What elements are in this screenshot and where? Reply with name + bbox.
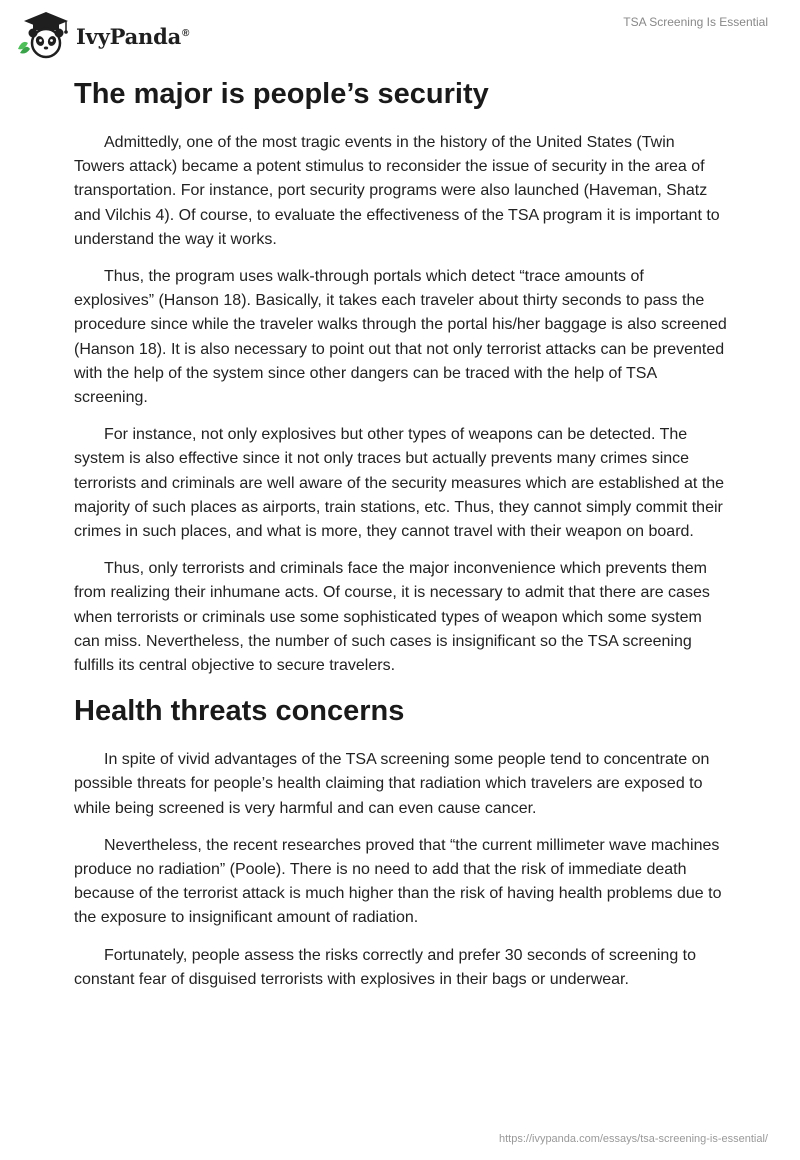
paragraph: In spite of vivid advantages of the TSA screening some people tend to concentrate on possible threats for people’s health claiming that radiation which travelers are exposed to while being screened is very harmful and can even cause cancer. [74, 751, 710, 817]
paragraph: Thus, the program uses walk-through portals which detect “trace amounts of explosives” (Hanson 18). Basically, it takes each traveler about thirty seconds to pass the procedure since while the traveler walks through the portal his/her baggage is also screened (Hanson 18). It is also necessary to point out that not only terrorist attacks can be prevented with the help of the system since other dangers can be traced with the help of TSA screening. [74, 268, 727, 407]
logo-wordmark: IvyPanda® [76, 23, 190, 49]
paragraph: Thus, only terrorists and criminals face the major inconvenience which prevents them from realizing their inhumane acts. Of course, it is necessary to admit that there are cases when terrorists or criminals use some sophisticated types of weapon which some system can miss. Nevertheless, the number of such cases is insignificant so the TSA screening fulfills its central objective to secure travelers. [74, 560, 710, 675]
document-title: TSA Screening Is Essential [623, 15, 768, 29]
page-header [0, 0, 800, 70]
essay-content [74, 70, 728, 1005]
paragraph: Nevertheless, the recent researches proved that “the current millimeter wave machines produce no radiation” (Poole). There is no need to add that the risk of immediate death because of the terrorist attack is much higher than the risk of having health problems due to the exposure to insignificant amount of radiation. [74, 836, 722, 927]
section-heading-security: The major is people’s security [74, 78, 489, 110]
section-heading-health: Health threats concerns [74, 695, 405, 728]
registered-mark: ® [182, 27, 190, 39]
paragraph: For instance, not only explosives but other types of weapons can be detected. The system is also effective since it not only traces but actually prevents many crimes since terrorists and criminals are well aware of the security measures which are established at the majority of such places as airports, train stations, etc. Thus, they cannot simply commit their crimes in such places, and what is more, they cannot travel with their weapon on board. [74, 426, 725, 541]
source-url[interactable]: https://ivypanda.com/essays/tsa-screening-is-essential/ [498, 1133, 768, 1145]
panda-icon [16, 9, 72, 59]
paragraph: Admittedly, one of the most tragic events in the history of the United States (Twin Towers attack) became a potent stimulus to reconsider the issue of security in the area of transportation. For instance, port security programs were also launched (Haveman, Shatz and Vilchis 4). Of course, to evaluate the effectiveness of the TSA program it is important to understand the way it works. [74, 134, 720, 248]
paragraph: Fortunately, people assess the risks correctly and prefer 30 seconds of screening to constant fear of disguised terrorists with explosives in their bags or underwear. [74, 946, 697, 988]
ivypanda-logo[interactable] [16, 9, 189, 59]
